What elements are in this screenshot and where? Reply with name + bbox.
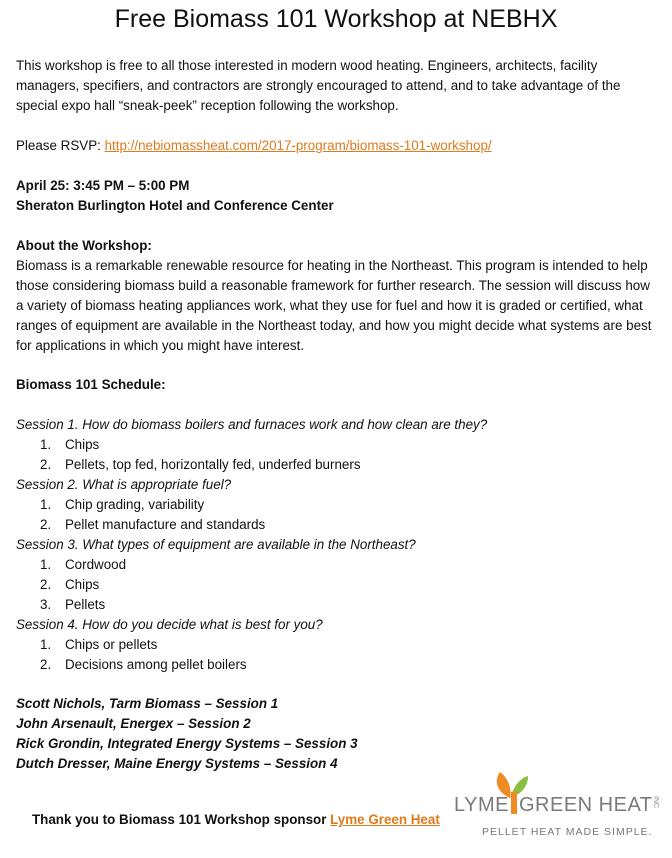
list-item: 2. Pellet manufacture and standards <box>40 517 266 532</box>
sponsor-line <box>32 812 440 827</box>
event-venue: Sheraton Burlington Hotel and Conference Center <box>16 198 334 213</box>
about-heading: About the Workshop: <box>16 238 152 253</box>
speaker-line: Dutch Dresser, Maine Energy Systems – Session 4 <box>16 756 338 771</box>
list-item: 1. Chips or pellets <box>40 637 158 652</box>
intro-paragraph: This workshop is free to all those interested in modern wood heating. Engineers, architects, facility managers, specifiers, and contractors are strongly encouraged to attend, and to take advantage of the special expo hall “sneak-peek” reception following the workshop. <box>16 58 621 113</box>
schedule-list <box>16 415 656 675</box>
about-body: Biomass is a remarkable renewable resource for heating in the Northeast. This program is intended to help those considering biomass build a reasonable framework for further research. The session will discuss how a variety of biomass heating appliances work, what they use for fuel and how it is graded or certified, what ranges of equipment are available in the Northeast today, and how you might decide what systems are best for applications in which you might have interest. <box>16 258 652 353</box>
event-date: April 25: 3:45 PM – 5:00 PM <box>16 178 190 193</box>
rsvp-line <box>16 136 656 156</box>
list-item: 2. Chips <box>40 577 100 592</box>
list-item: 2. Decisions among pellet boilers <box>40 657 247 672</box>
session-title: Session 1. How do biomass boilers and furnaces work and how clean are they? <box>16 417 488 432</box>
list-item: 2. Pellets, top fed, horizontally fed, underfed burners <box>40 457 361 472</box>
logo-inc: INC <box>652 796 659 809</box>
speaker-line: John Arsenault, Energex – Session 2 <box>16 716 251 731</box>
list-item: 1. Chip grading, variability <box>40 497 205 512</box>
session-title: Session 2. What is appropriate fuel? <box>16 477 232 492</box>
speaker-line: Scott Nichols, Tarm Biomass – Session 1 <box>16 696 279 711</box>
logo-tagline: PELLET HEAT MADE SIMPLE. <box>482 826 653 838</box>
rsvp-link[interactable]: http://nebiomassheat.com/2017-program/biomass-101-workshop/ <box>104 138 492 153</box>
list-item: 1. Chips <box>40 437 100 452</box>
sponsor-link[interactable]: Lyme Green Heat <box>330 812 440 827</box>
sponsor-text: Thank you to Biomass 101 Workshop sponsor <box>32 812 331 827</box>
session-title: Session 3. What types of equipment are available in the Northeast? <box>16 537 416 552</box>
page-title: Free Biomass 101 Workshop at NEBHX <box>114 5 558 33</box>
speaker-list <box>16 694 656 774</box>
list-item: 3. Pellets <box>40 597 106 612</box>
sponsor-logo <box>452 770 662 842</box>
session-title: Session 4. How do you decide what is best for you? <box>16 617 323 632</box>
logo-wordmark: LYME GREEN HEAT <box>454 794 653 816</box>
schedule-heading: Biomass 101 Schedule: <box>16 377 166 392</box>
list-item: 1. Cordwood <box>40 557 127 572</box>
speaker-line: Rick Grondin, Integrated Energy Systems – Session 3 <box>16 736 358 751</box>
rsvp-label: Please RSVP: <box>16 138 105 153</box>
